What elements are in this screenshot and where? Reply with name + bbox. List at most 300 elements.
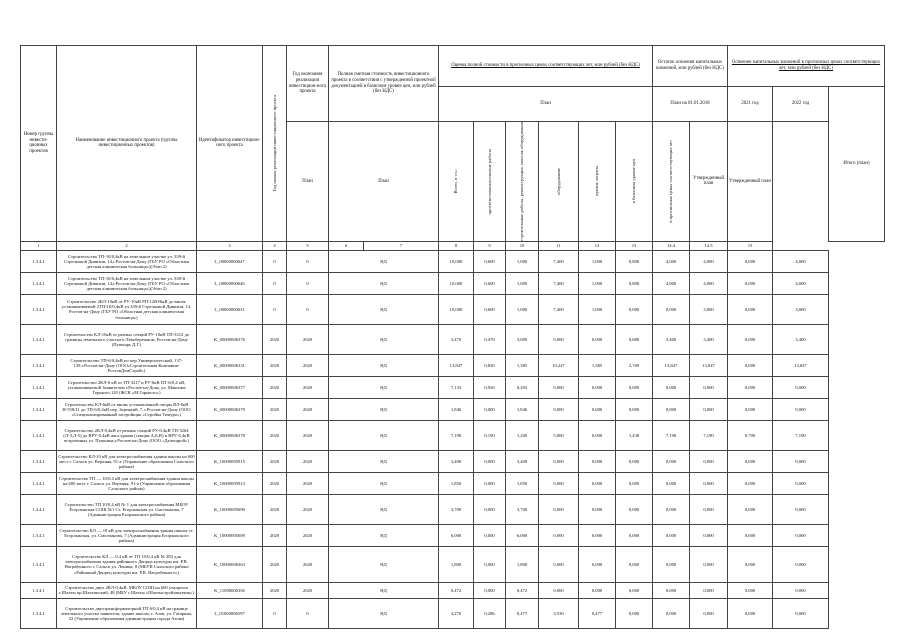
- cell-project-id: L_01000006597: [197, 598, 263, 628]
- header-project-name: Наименование инвестиционного проекта (группы инвестиционных проектов): [57, 46, 197, 242]
- cell-design-survey: 0,830: [474, 354, 506, 376]
- cell-forecast-prices: 3,400: [653, 324, 690, 354]
- cell-total: 7,133: [439, 376, 474, 398]
- cell-2021: 13,847: [690, 354, 728, 376]
- cell-project-name: Строительство КЛ-10кВ от разных секций РУ-10кВ ТП-3312 до границы земельного участка в Левобережном, Ростов-на-Дону (Пушкарь Д.Г.): [57, 324, 197, 354]
- table-row: [21, 582, 885, 598]
- cell-forecast-prices: 0,000: [653, 546, 690, 582]
- cell-base-prices: 0,000: [616, 294, 653, 324]
- cell-design-survey: 0,600: [474, 294, 506, 324]
- column-numbers-row: [21, 241, 885, 250]
- cell-project-name: Строительство КЛ-10 кВ для электроснабжения здания школы на 600 мест г. Сальск ул. Верхняя, 91-а (Управление образования Сальского района): [57, 450, 197, 472]
- cell-project-name: Строительство КЛ — 0,4 кВ от ТП 10/0,4 кВ № 283 для электроснабжения здания районного Дворца культуры им. Р.В. Награбенного г. Сальск ул. Ленина, 8 (МБУК Сальского района «Районный Дворец культуры им. Р.В. Награбенного»): [57, 546, 197, 582]
- cell-2022: 0,000: [728, 294, 773, 324]
- cell-full-cost: НД: [329, 598, 439, 628]
- header-project-id: Идентификатор инвестицион-ного проекта: [197, 46, 263, 242]
- cell-2021: 0,000: [690, 376, 728, 398]
- cell-project-id: K_00000006377: [197, 376, 263, 398]
- cell-2022: 0,000: [728, 524, 773, 546]
- header-full-cost-prices: Оценка полной стоимости в прогнозных ценах соответствующих лет, млн рублей (без НДС): [439, 46, 653, 87]
- cell-other-costs: 0,000: [579, 524, 616, 546]
- cell-forecast-prices: 0,000: [653, 398, 690, 420]
- table-row: [21, 598, 885, 628]
- cell-2021: 0,000: [690, 524, 728, 546]
- cell-2022: 0,000: [728, 250, 773, 272]
- cell-project-name: Строительство 2КЛ-0,4кВ от разных секций РУ-0,4кВ ТП-3264 (Л-3,Л-5) до ВРУ-0,4кВ жил.здания (секции А,Б,В) и ВРУ-0,4кВ встроенных ул. Пушкина,г.Ростов-на-Дону (ООО «Дельтарой»): [57, 420, 197, 450]
- header-in-base-prices-text: в базисном уровне цен: [631, 159, 637, 204]
- table-row: [21, 472, 885, 494]
- cell-start-year: 2020: [263, 524, 287, 546]
- header-construction-text: строительные работы, реконструкция, монтаж оборудования: [519, 122, 525, 241]
- cell-design-survey: 0,190: [474, 420, 506, 450]
- cell-total: 6,000: [439, 524, 474, 546]
- cell-construction: 0,472: [506, 582, 539, 598]
- cell-total: 13,847: [439, 354, 474, 376]
- cell-project-name: Строительство двухтрансформаторной ТП 6/0,4 кВ на границе земельного участка заявителя, здание школы, г. Азов, ул. Гагарина, 32 (Управление образования администрации города Азова): [57, 598, 197, 628]
- cell-equipment: 0,000: [539, 472, 579, 494]
- header-group-no: Номер группы инвести-ционных проектов: [21, 46, 57, 242]
- header-full-cost: Полная сметная стоимость инвестиционного проекта в соответствии с утвержденной проектной документацией в базисном уровне цен, млн рублей (без НДС): [329, 46, 439, 122]
- cell-group-no: 1.3.4.1: [21, 398, 57, 420]
- cell-2021: 3,400: [690, 324, 728, 354]
- header-approved-plan-2: Утвержденный план: [728, 122, 773, 242]
- cell-project-name: Строительство ТП-10/0,4кВ на земельном участке ул. 339-й Стрелковой Дивизии, 14,г.Ростов-на-Дону (ГБУ РО «Областная детская клиническая больница»)(Этап 2): [57, 272, 197, 294]
- cell-design-survey: 0,600: [474, 250, 506, 272]
- cell-total-plan: 0,000: [773, 524, 829, 546]
- cell-other-costs: 0,000: [579, 582, 616, 598]
- cell-total: 7,190: [439, 420, 474, 450]
- cell-construction: 6,203: [506, 376, 539, 398]
- cell-2022: 0,000: [728, 546, 773, 582]
- cell-total-plan: 0,000: [773, 376, 829, 398]
- column-number: 11: [539, 241, 579, 250]
- column-number: 13: [616, 241, 653, 250]
- cell-full-cost: НД: [329, 324, 439, 354]
- cell-equipment: 7,400: [539, 294, 579, 324]
- column-number: 1: [21, 241, 57, 250]
- cell-total-plan: 0,000: [773, 472, 829, 494]
- cell-equipment: 7,400: [539, 272, 579, 294]
- cell-equipment: 0,000: [539, 524, 579, 546]
- table-row: [21, 398, 885, 420]
- cell-total: 1,800: [439, 546, 474, 582]
- cell-project-id: K_10000005690: [197, 494, 263, 524]
- cell-total: 10,000: [439, 250, 474, 272]
- cell-project-id: K_00000006379: [197, 398, 263, 420]
- cell-construction: 1,850: [506, 472, 539, 494]
- cell-end-year: 0: [287, 272, 329, 294]
- cell-2022: 0,000: [728, 354, 773, 376]
- header-other-costs-text: прочие затраты: [594, 166, 600, 197]
- cell-design-survey: 0,000: [474, 582, 506, 598]
- cell-group-no: 1.3.4.1: [21, 376, 57, 398]
- table-row: [21, 272, 885, 294]
- column-number: 6: [329, 241, 364, 250]
- cell-total-plan: 7,190: [773, 420, 829, 450]
- cell-project-name: Строительство КЛ-6кВ от вновь установленной опоры ВЛ-6кВ Н-558/11 до ТП-6/0,4кВ пер. Зарецкий, 7, г.Ростов-на-Дону (ООО «Специализированный застройщик «Стройка Тимуро»): [57, 398, 197, 420]
- table-header: [21, 46, 885, 251]
- cell-group-no: 1.3.4.1: [21, 450, 57, 472]
- cell-2021: 0,000: [690, 398, 728, 420]
- cell-construction: 3,400: [506, 450, 539, 472]
- cell-2021: 4,000: [690, 250, 728, 272]
- header-plan-col2: План: [329, 122, 439, 242]
- cell-2022: 0,000: [728, 472, 773, 494]
- cell-equipment: 5,800: [539, 420, 579, 450]
- table-row: [21, 420, 885, 450]
- cell-base-prices: 0,000: [616, 450, 653, 472]
- cell-total: 10,000: [439, 272, 474, 294]
- cell-end-year: 2020: [287, 354, 329, 376]
- cell-project-id: K_00000006378: [197, 420, 263, 450]
- cell-full-cost: НД: [329, 272, 439, 294]
- cell-end-year: 0: [287, 598, 329, 628]
- cell-total-plan: 0,000: [773, 398, 829, 420]
- cell-end-year: 0: [287, 250, 329, 272]
- cell-project-id: K_10000005689: [197, 524, 263, 546]
- column-number: 5: [287, 241, 329, 250]
- cell-total: 3,400: [439, 450, 474, 472]
- cell-2021: 0,000: [690, 494, 728, 524]
- cell-full-cost: НД: [329, 472, 439, 494]
- cell-project-id: K_10000005913: [197, 472, 263, 494]
- cell-other-costs: 0,000: [579, 472, 616, 494]
- column-number: 8: [439, 241, 474, 250]
- cell-forecast-prices: 0,000: [653, 582, 690, 598]
- cell-total: 10,000: [439, 294, 474, 324]
- cell-construction: 1,000: [506, 272, 539, 294]
- cell-group-no: 1.3.4.1: [21, 420, 57, 450]
- header-end-year: Год окончания реализации инвестицион-ного проекта: [287, 46, 329, 122]
- cell-equipment: 0,000: [539, 494, 579, 524]
- cell-construction: 3,000: [506, 324, 539, 354]
- cell-group-no: 1.3.4.1: [21, 598, 57, 628]
- cell-group-no: 1.3.4.1: [21, 324, 57, 354]
- cell-total-plan: 0,000: [773, 546, 829, 582]
- cell-total: 1,850: [439, 472, 474, 494]
- column-number: 2: [57, 241, 197, 250]
- header-other-costs: [579, 122, 616, 242]
- header-plan: План: [439, 87, 653, 122]
- cell-2022: 0,000: [728, 398, 773, 420]
- table-row: [21, 524, 885, 546]
- column-number: 3: [197, 241, 263, 250]
- cell-forecast-prices: 0,000: [653, 294, 690, 324]
- cell-2022: 0,000: [728, 272, 773, 294]
- cell-full-cost: НД: [329, 524, 439, 546]
- cell-total-plan: 3,000: [773, 294, 829, 324]
- cell-other-costs: 0,000: [579, 546, 616, 582]
- cell-2021: 0,000: [690, 472, 728, 494]
- cell-project-name: Строительство ТП 10/0,4 кВ № 1 для электроснабжения МБОУ Егорлыкская СОШ №1 Ст. Егорлыкская ул. Смолчанова, 7 (Администрация Егорлыкского района): [57, 494, 197, 524]
- cell-other-costs: 1,000: [579, 294, 616, 324]
- cell-start-year: 0: [263, 250, 287, 272]
- cell-project-name: Строительство 2КЛ-6 кВ от ТП-3217 и РУ-6кВ ПТ-6/0,4 кВ, устанавливаемой Заявителем г.Ростов-на-Дону, ул. Максима Горького,120 (ЖСК «М.Горького»): [57, 376, 197, 398]
- cell-project-name: Строительство 2КЛ-10кВ от РУ-10кВ РП-1200/6кВ до вновь устанавливаемой 2ТП-10/0,4кВ ул.339-й Стрелковой Дивизии, 14, Ростов-на-Дону (ГБУ РО «Областная детская клиническая больница»): [57, 294, 197, 324]
- cell-base-prices: 0,800: [616, 250, 653, 272]
- cell-start-year: 2020: [263, 398, 287, 420]
- cell-2021: 0,000: [690, 546, 728, 582]
- cell-base-prices: 2,769: [616, 354, 653, 376]
- cell-2021: 3,000: [690, 294, 728, 324]
- cell-design-survey: 0,000: [474, 398, 506, 420]
- table-row: [21, 546, 885, 582]
- cell-forecast-prices: 7,190: [653, 420, 690, 450]
- header-design-survey-text: проектно-изыскательские работы: [486, 148, 492, 215]
- cell-project-id: K_10000005915: [197, 450, 263, 472]
- cell-project-name: Строительство ТП — 10/0,4 кВ для электроснабжения здания школы на 600 мест г. Сальск ул. Верхняя, 91-а (Управление образования Сальского района): [57, 472, 197, 494]
- cell-equipment: 0,000: [539, 450, 579, 472]
- cell-end-year: 2020: [287, 398, 329, 420]
- cell-full-cost: НД: [329, 398, 439, 420]
- cell-total-plan: 13,847: [773, 354, 829, 376]
- cell-base-prices: 0,000: [616, 472, 653, 494]
- cell-equipment: 0,000: [539, 376, 579, 398]
- cell-2022: 0,700: [728, 420, 773, 450]
- cell-construction: 1,846: [506, 398, 539, 420]
- cell-end-year: 2020: [287, 546, 329, 582]
- cell-2021: 7,190: [690, 420, 728, 450]
- cell-full-cost: НД: [329, 582, 439, 598]
- cell-construction: 6,000: [506, 524, 539, 546]
- cell-forecast-prices: 0,000: [653, 598, 690, 628]
- table-body: [21, 250, 885, 628]
- cell-forecast-prices: 4,000: [653, 272, 690, 294]
- cell-equipment: 0,000: [539, 324, 579, 354]
- cell-start-year: 2020: [263, 472, 287, 494]
- table-row: [21, 450, 885, 472]
- cell-forecast-prices: 4,000: [653, 250, 690, 272]
- header-year-2021: 2021 год: [728, 87, 773, 122]
- cell-2022: 0,000: [728, 494, 773, 524]
- cell-total-plan: 3,400: [773, 324, 829, 354]
- table-row: [21, 324, 885, 354]
- cell-end-year: 2020: [287, 582, 329, 598]
- cell-full-cost: НД: [329, 450, 439, 472]
- cell-start-year: 2020: [263, 450, 287, 472]
- cell-group-no: 1.3.4.1: [21, 272, 57, 294]
- cell-start-year: 0: [263, 272, 287, 294]
- header-equipment-text: оборудование: [555, 168, 561, 195]
- cell-start-year: 2020: [263, 376, 287, 398]
- cell-total: 4,270: [439, 598, 474, 628]
- cell-2021: 0,000: [690, 582, 728, 598]
- cell-equipment: 3,530: [539, 598, 579, 628]
- cell-total-plan: 0,000: [773, 598, 829, 628]
- header-in-base-prices: [616, 122, 653, 242]
- cell-base-prices: 0,800: [616, 272, 653, 294]
- header-plan-col: План: [287, 122, 329, 242]
- header-in-forecast-prices-text: в прогнозных ценах соответствующих лет: [668, 140, 674, 223]
- cell-2022: 0,000: [728, 598, 773, 628]
- header-approved-plan-1: Утвержденный план: [690, 122, 728, 242]
- cell-2022: 0,000: [728, 324, 773, 354]
- cell-construction: 1,800: [506, 546, 539, 582]
- cell-group-no: 1.3.4.1: [21, 294, 57, 324]
- cell-group-no: 1.3.4.1: [21, 546, 57, 582]
- cell-start-year: 2020: [263, 494, 287, 524]
- column-number: 4: [263, 241, 287, 250]
- cell-design-survey: 0,000: [474, 524, 506, 546]
- cell-other-costs: 0,000: [579, 494, 616, 524]
- cell-project-id: K_00000006376: [197, 324, 263, 354]
- cell-2022: 0,000: [728, 376, 773, 398]
- cell-project-id: L_00000000647: [197, 250, 263, 272]
- cell-base-prices: 0,000: [616, 582, 653, 598]
- column-number: 9: [474, 241, 506, 250]
- cell-other-costs: 1,000: [579, 250, 616, 272]
- column-number: 14.4: [653, 241, 690, 250]
- header-capex-mastering: Освоение капитальных вложений в прогнозных ценах соответствующих лет, млн рублей (без НДС): [728, 46, 885, 87]
- cell-forecast-prices: 13,847: [653, 354, 690, 376]
- cell-2022: 0,000: [728, 582, 773, 598]
- cell-construction: 1,000: [506, 250, 539, 272]
- cell-base-prices: 0,000: [616, 398, 653, 420]
- header-year-2022: 2022 год: [773, 87, 829, 122]
- header-total-plan: Итого (план): [829, 87, 885, 242]
- cell-equipment: 10,247: [539, 354, 579, 376]
- cell-project-id: L_00000000646: [197, 272, 263, 294]
- investment-table: [20, 45, 885, 629]
- cell-design-survey: 0,000: [474, 472, 506, 494]
- cell-start-year: 0: [263, 598, 287, 628]
- cell-project-id: L_00000000631: [197, 294, 263, 324]
- cell-construction: 1,385: [506, 354, 539, 376]
- cell-full-cost: НД: [329, 354, 439, 376]
- header-total-incl: [439, 122, 474, 242]
- table-row: [21, 376, 885, 398]
- cell-end-year: 0: [287, 294, 329, 324]
- cell-other-costs: 0,000: [579, 398, 616, 420]
- cell-start-year: 2020: [263, 354, 287, 376]
- cell-group-no: 1.4.4.1: [21, 494, 57, 524]
- table-row: [21, 294, 885, 324]
- cell-end-year: 2020: [287, 324, 329, 354]
- header-plan-on-date: План на 01.01.2018: [653, 87, 728, 122]
- cell-design-survey: 0,000: [474, 450, 506, 472]
- cell-project-name: Строительство двух 2КЛ-0,4кВ. МБОУ СОШ на 600 учащихся г.Шахты пр.Шахтинский, 48 (МБУ г.Шахты «Шахтыстройзаказчик»): [57, 582, 197, 598]
- cell-total: 3,470: [439, 324, 474, 354]
- cell-forecast-prices: 0,000: [653, 524, 690, 546]
- cell-start-year: 2020: [263, 546, 287, 582]
- column-number: 15: [728, 241, 773, 250]
- cell-2022: 0,000: [728, 450, 773, 472]
- column-number: 12: [579, 241, 616, 250]
- cell-group-no: 1.3.4.1: [21, 472, 57, 494]
- cell-base-prices: 0,000: [616, 524, 653, 546]
- cell-base-prices: 0,000: [616, 494, 653, 524]
- cell-full-cost: НД: [329, 420, 439, 450]
- cell-group-no: 1.3.4.1: [21, 582, 57, 598]
- cell-full-cost: НД: [329, 494, 439, 524]
- cell-project-id: K_10000006363: [197, 546, 263, 582]
- cell-construction: 3,700: [506, 494, 539, 524]
- cell-group-no: 1.3.4.1: [21, 524, 57, 546]
- cell-start-year: 0: [263, 294, 287, 324]
- cell-full-cost: НД: [329, 376, 439, 398]
- cell-design-survey: 0,470: [474, 324, 506, 354]
- cell-end-year: 2020: [287, 450, 329, 472]
- cell-total-plan: 0,000: [773, 494, 829, 524]
- cell-total-plan: 0,000: [773, 450, 829, 472]
- cell-design-survey: 0,000: [474, 494, 506, 524]
- cell-other-costs: 0,477: [579, 598, 616, 628]
- header-design-survey: [474, 122, 506, 242]
- cell-start-year: 2020: [263, 324, 287, 354]
- cell-total-plan: 4,000: [773, 272, 829, 294]
- cell-forecast-prices: 0,000: [653, 450, 690, 472]
- cell-start-year: 2020: [263, 582, 287, 598]
- column-number: 7: [364, 241, 439, 250]
- cell-2021: 0,000: [690, 450, 728, 472]
- cell-design-survey: 0,930: [474, 376, 506, 398]
- header-remaining-cost: Остаток освоения капитальных вложений, млн рублей (без НДС): [653, 46, 728, 87]
- header-start-year: [263, 46, 287, 242]
- cell-project-name: Строительство ТП-6/0,4кВ по пер.Университетский, 137-139,г.Ростов-на-Дону (ООО«Строительная Компания-РостовДомСтрой»): [57, 354, 197, 376]
- cell-end-year: 2020: [287, 524, 329, 546]
- column-number: 14.5: [690, 241, 728, 250]
- cell-project-name: Строительство КЛ — 10 кВ для электроснабжения здания школы ст. Егорлыкская, ул. Смолчанова, 7 (Администрация Егорлыкского района): [57, 524, 197, 546]
- cell-construction: 1,200: [506, 420, 539, 450]
- cell-full-cost: НД: [329, 294, 439, 324]
- header-construction: [506, 122, 539, 242]
- cell-end-year: 2020: [287, 376, 329, 398]
- cell-full-cost: НД: [329, 546, 439, 582]
- cell-base-prices: 0,000: [616, 546, 653, 582]
- cell-equipment: 7,400: [539, 250, 579, 272]
- cell-design-survey: 0,286: [474, 598, 506, 628]
- cell-other-costs: 0,000: [579, 450, 616, 472]
- cell-other-costs: 0,000: [579, 420, 616, 450]
- cell-design-survey: 0,000: [474, 546, 506, 582]
- cell-end-year: 2020: [287, 420, 329, 450]
- cell-base-prices: 0,000: [616, 598, 653, 628]
- cell-other-costs: 0,000: [579, 376, 616, 398]
- cell-base-prices: 1,438: [616, 420, 653, 450]
- column-number: 10: [506, 241, 539, 250]
- cell-total: 0,472: [439, 582, 474, 598]
- cell-total: 1,846: [439, 398, 474, 420]
- header-in-forecast-prices: [653, 122, 690, 242]
- cell-group-no: 1.3.4.1: [21, 354, 57, 376]
- cell-project-id: K_11000006356: [197, 582, 263, 598]
- cell-other-costs: 1,000: [579, 272, 616, 294]
- cell-total-plan: 4,000: [773, 250, 829, 272]
- cell-base-prices: 0,000: [616, 376, 653, 398]
- cell-construction: 1,000: [506, 294, 539, 324]
- cell-total-plan: 0,000: [773, 582, 829, 598]
- cell-full-cost: НД: [329, 250, 439, 272]
- header-total-incl-text: Всего, в т.ч.:: [453, 169, 459, 194]
- cell-project-id: K_00000006331: [197, 354, 263, 376]
- header-start-year-text: Год начала реализации инвестиционного проекта: [271, 95, 277, 192]
- cell-equipment: 0,000: [539, 546, 579, 582]
- cell-project-name: Строительство ТП-10/0,4кВ на земельном участке ул. 339-й Стрелковой Дивизии, 14,г.Ростов-на-Дону (ГБУ РО «Областная детская клиническая больница»)(Этап 2): [57, 250, 197, 272]
- cell-end-year: 2020: [287, 494, 329, 524]
- cell-end-year: 2020: [287, 472, 329, 494]
- cell-base-prices: 0,680: [616, 324, 653, 354]
- cell-2021: 4,000: [690, 272, 728, 294]
- cell-construction: 0,477: [506, 598, 539, 628]
- cell-design-survey: 0,600: [474, 272, 506, 294]
- cell-forecast-prices: 0,000: [653, 472, 690, 494]
- cell-start-year: 2020: [263, 420, 287, 450]
- cell-equipment: 0,000: [539, 398, 579, 420]
- cell-2021: 0,000: [690, 598, 728, 628]
- table-row: [21, 494, 885, 524]
- cell-other-costs: 0,000: [579, 324, 616, 354]
- cell-other-costs: 1,385: [579, 354, 616, 376]
